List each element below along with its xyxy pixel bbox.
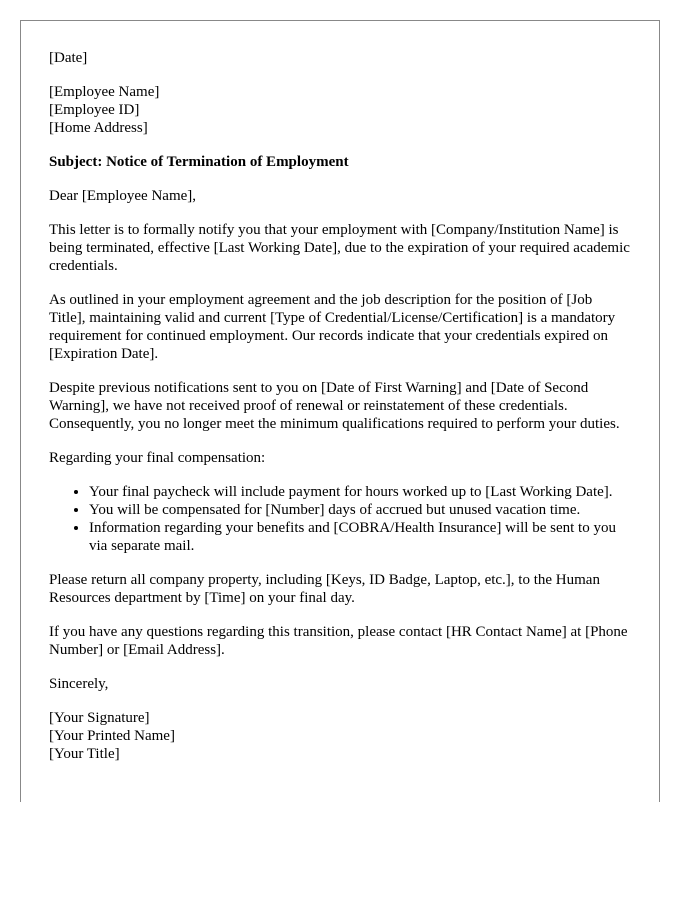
signer-title: [Your Title] — [49, 746, 120, 762]
list-item: • Information regarding your benefits and [COBRA/Health Insurance] will be sent to you via separate mail. — [89, 519, 631, 555]
paragraph-return-property: Please return all company property, including [Keys, ID Badge, Laptop, etc.], to the Human Resources department by [Time] on your final day. — [49, 572, 600, 606]
signature-block — [49, 709, 631, 763]
letter-salutation: Dear [Employee Name], — [49, 188, 197, 204]
letter-subject: Subject: Notice of Termination of Employment — [49, 154, 349, 170]
letter-closing: Sincerely, — [49, 676, 109, 692]
paragraph-warnings: Despite previous notifications sent to you on [Date of First Warning] and [Date of Second Warning], we have not received proof of renewal or reinstatement of these credentials. Consequently, you no longer meet the minimum qualifications required to perform your duties. — [49, 380, 620, 432]
list-item: • Your final paycheck will include payment for hours worked up to [Last Working Date]. — [89, 483, 631, 501]
recipient-name: [Employee Name] — [49, 84, 160, 100]
compensation-list — [49, 483, 631, 555]
paragraph-contact: If you have any questions regarding this transition, please contact [HR Contact Name] at [Phone Number] or [Email Address]. — [49, 624, 628, 658]
paragraph-compensation-intro: Regarding your final compensation: — [49, 450, 266, 466]
letter-page — [20, 20, 660, 802]
signature-line: [Your Signature] — [49, 710, 150, 726]
recipient-block — [49, 83, 631, 137]
paragraph-notice: This letter is to formally notify you that your employment with [Company/Institution Name] is being terminated, effective [Last Working Date], due to the expiration of your required academic credentials. — [49, 222, 630, 274]
letter-date: [Date] — [49, 50, 88, 66]
recipient-id: [Employee ID] — [49, 102, 140, 118]
recipient-address: [Home Address] — [49, 120, 148, 136]
list-item: • You will be compensated for [Number] days of accrued but unused vacation time. — [89, 501, 631, 519]
printed-name: [Your Printed Name] — [49, 728, 175, 744]
paragraph-requirement: As outlined in your employment agreement and the job description for the position of [Job Title], maintaining valid and current [Type of Credential/License/Certification] is a mandatory requirement for continued employment. Our records indicate that your credentials expired on [Expiration Date]. — [49, 292, 616, 362]
